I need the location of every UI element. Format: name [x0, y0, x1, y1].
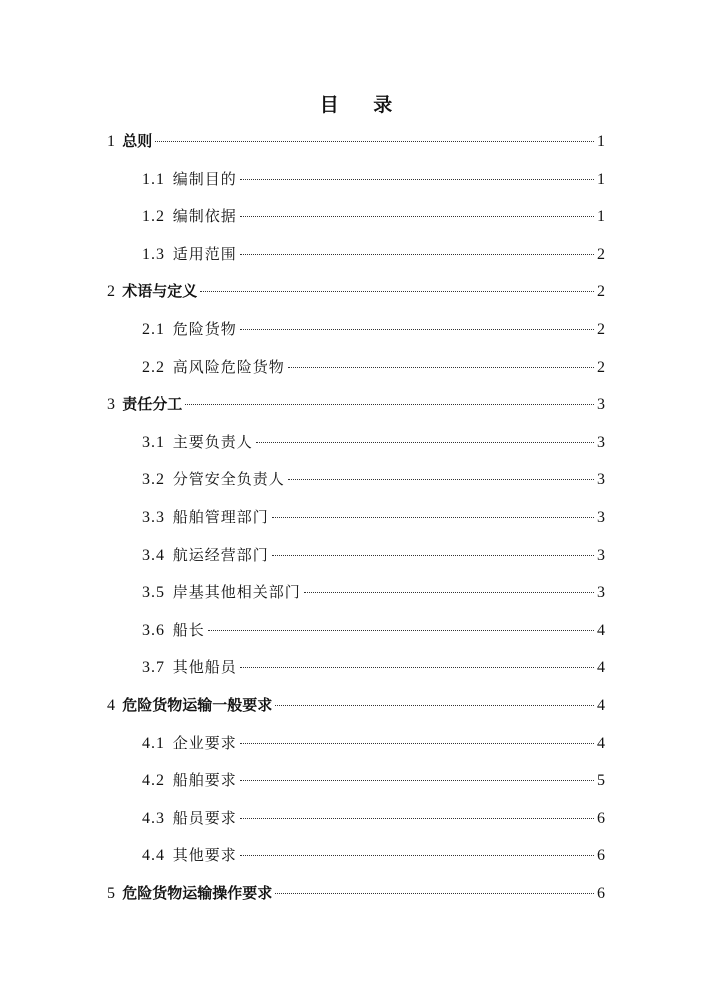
toc-entry-number: 4.3 [142, 809, 165, 827]
toc-entry-text [142, 840, 237, 871]
toc-entry-label: 总则 [122, 132, 153, 150]
toc-dot-leader [200, 291, 594, 292]
toc-entry-text [142, 427, 253, 458]
toc-entry-number: 1.2 [142, 208, 165, 226]
toc-entry-label: 船舶管理部门 [172, 507, 269, 526]
toc-page-number: 3 [597, 433, 605, 451]
toc-subsection-entry[interactable] [107, 765, 605, 803]
toc-page-number: 4 [597, 734, 605, 752]
toc-entry-number: 3.4 [142, 546, 165, 564]
toc-subsection-entry[interactable] [107, 352, 605, 390]
toc-entry-text [142, 502, 269, 533]
toc-entry-number: 4.4 [142, 847, 165, 865]
toc-section-entry[interactable] [107, 389, 605, 427]
toc-subsection-entry[interactable] [107, 502, 605, 540]
toc-dot-leader [240, 780, 594, 781]
toc-entry-text [142, 314, 237, 345]
toc-entry-text [142, 164, 237, 195]
toc-page-number: 1 [597, 170, 605, 188]
toc-title: 目 录 [319, 94, 407, 116]
toc-subsection-entry[interactable] [107, 239, 605, 277]
toc-entry-label: 编制目的 [172, 169, 237, 188]
toc-dot-leader [240, 216, 594, 217]
toc-entry-number: 4.1 [142, 734, 165, 752]
toc-dot-leader [256, 442, 594, 443]
toc-page-number: 3 [597, 508, 605, 526]
toc-entry-number: 3.7 [142, 659, 165, 677]
toc-entry-text [142, 803, 237, 834]
toc-page-number: 6 [597, 884, 605, 902]
toc-entry-number: 3 [107, 396, 115, 414]
toc-entry-number: 4.2 [142, 772, 165, 790]
toc-subsection-entry[interactable] [107, 540, 605, 578]
toc-entry-number: 3.2 [142, 471, 165, 489]
toc-subsection-entry[interactable] [107, 427, 605, 465]
toc-page-number: 1 [597, 133, 605, 150]
toc-entry-number: 1 [107, 133, 115, 150]
toc-entry-label: 分管安全负责人 [172, 470, 285, 489]
toc-page-number: 3 [597, 546, 605, 564]
toc-entry-number: 1.3 [142, 245, 165, 263]
toc-entry-label: 高风险危险货物 [172, 357, 285, 376]
toc-dot-leader [185, 404, 594, 405]
toc-page-number: 1 [597, 208, 605, 226]
toc-entry-label: 危险货物运输一般要求 [122, 695, 273, 714]
toc-entry-number: 5 [107, 884, 115, 902]
toc-entry-text [107, 126, 152, 157]
toc-page-number: 4 [597, 696, 605, 714]
toc-entry-number: 3.3 [142, 508, 165, 526]
toc-entry-number: 2.1 [142, 320, 165, 338]
toc-dot-leader [272, 555, 594, 556]
toc-entry-label: 术语与定义 [122, 282, 198, 301]
toc-subsection-entry[interactable] [107, 577, 605, 615]
toc-page-number: 2 [597, 358, 605, 376]
toc-entry-text [142, 765, 237, 796]
toc-subsection-entry[interactable] [107, 164, 605, 202]
toc-page-number: 3 [597, 471, 605, 489]
toc-dot-leader [275, 893, 594, 894]
toc-entry-text [107, 276, 197, 307]
toc-entry-text [107, 389, 182, 420]
toc-entry-text [142, 201, 237, 232]
toc-entry-label: 企业要求 [172, 733, 237, 752]
toc-subsection-entry[interactable] [107, 615, 605, 653]
toc-entry-text [142, 577, 301, 608]
toc-entry-text [142, 652, 237, 683]
toc-page-number: 4 [597, 621, 605, 639]
toc-entry-text [142, 352, 285, 383]
toc-entry-number: 2.2 [142, 358, 165, 376]
toc-entry-label: 适用范围 [172, 244, 237, 263]
toc-subsection-entry[interactable] [107, 840, 605, 878]
toc-entry-text [142, 615, 205, 646]
toc-dot-leader [208, 630, 594, 631]
toc-entry-number: 3.5 [142, 584, 165, 602]
toc-entry-text [142, 239, 237, 270]
toc-entry-number: 1.1 [142, 170, 165, 188]
toc-section-entry[interactable] [107, 276, 605, 314]
toc-dot-leader [272, 517, 594, 518]
toc-entry-label: 危险货物运输操作要求 [122, 883, 273, 902]
toc-entry-text [107, 878, 272, 909]
toc-dot-leader [240, 818, 594, 819]
toc-dot-leader [288, 367, 594, 368]
toc-entry-number: 3.6 [142, 621, 165, 639]
toc-dot-leader [240, 254, 594, 255]
toc-entry-text [142, 728, 237, 759]
toc-entry-label: 船员要求 [172, 808, 237, 827]
toc-entry-label: 危险货物 [172, 319, 237, 338]
toc-entry-label: 岸基其他相关部门 [172, 583, 301, 602]
toc-dot-leader [240, 329, 594, 330]
toc-dot-leader [240, 667, 594, 668]
toc-page-number: 2 [597, 320, 605, 338]
toc-entry-text [142, 464, 285, 495]
toc-page-number: 2 [597, 245, 605, 263]
toc-dot-leader [155, 141, 594, 142]
toc-entry-label: 主要负责人 [172, 432, 253, 451]
toc-subsection-entry[interactable] [107, 803, 605, 841]
toc-dot-leader [275, 705, 594, 706]
toc-entry-label: 船舶要求 [172, 771, 237, 790]
toc-dot-leader [240, 743, 594, 744]
toc-entry-label: 航运经营部门 [172, 545, 269, 564]
toc-subsection-entry[interactable] [107, 314, 605, 352]
toc-page-number: 4 [597, 659, 605, 677]
toc-section-entry[interactable] [107, 126, 605, 164]
toc-entry-label: 其他要求 [172, 846, 237, 865]
toc-subsection-entry[interactable] [107, 728, 605, 766]
toc-section-entry[interactable] [107, 690, 605, 728]
toc-page-number: 2 [597, 283, 605, 301]
toc-dot-leader [240, 179, 594, 180]
toc-entry-label: 责任分工 [122, 395, 183, 414]
toc-entry-label: 编制依据 [172, 207, 237, 226]
toc-entry-number: 4 [107, 696, 115, 714]
toc-page-number: 6 [597, 809, 605, 827]
toc-entry-label: 船长 [172, 620, 205, 639]
toc-entry-number: 3.1 [142, 433, 165, 451]
toc-page-number: 6 [597, 847, 605, 865]
toc-subsection-entry[interactable] [107, 464, 605, 502]
toc-entry-text [142, 540, 269, 571]
toc-entry-text [107, 690, 272, 721]
toc-list [107, 126, 605, 915]
toc-dot-leader [288, 479, 594, 480]
toc-subsection-entry[interactable] [107, 652, 605, 690]
toc-page-number: 3 [597, 584, 605, 602]
toc-subsection-entry[interactable] [107, 201, 605, 239]
toc-section-entry[interactable] [107, 878, 605, 916]
toc-entry-label: 其他船员 [172, 658, 237, 677]
toc-entry-number: 2 [107, 283, 115, 301]
toc-dot-leader [304, 592, 594, 593]
toc-page-number: 3 [597, 396, 605, 414]
toc-dot-leader [240, 855, 594, 856]
toc-page-number: 5 [597, 772, 605, 790]
